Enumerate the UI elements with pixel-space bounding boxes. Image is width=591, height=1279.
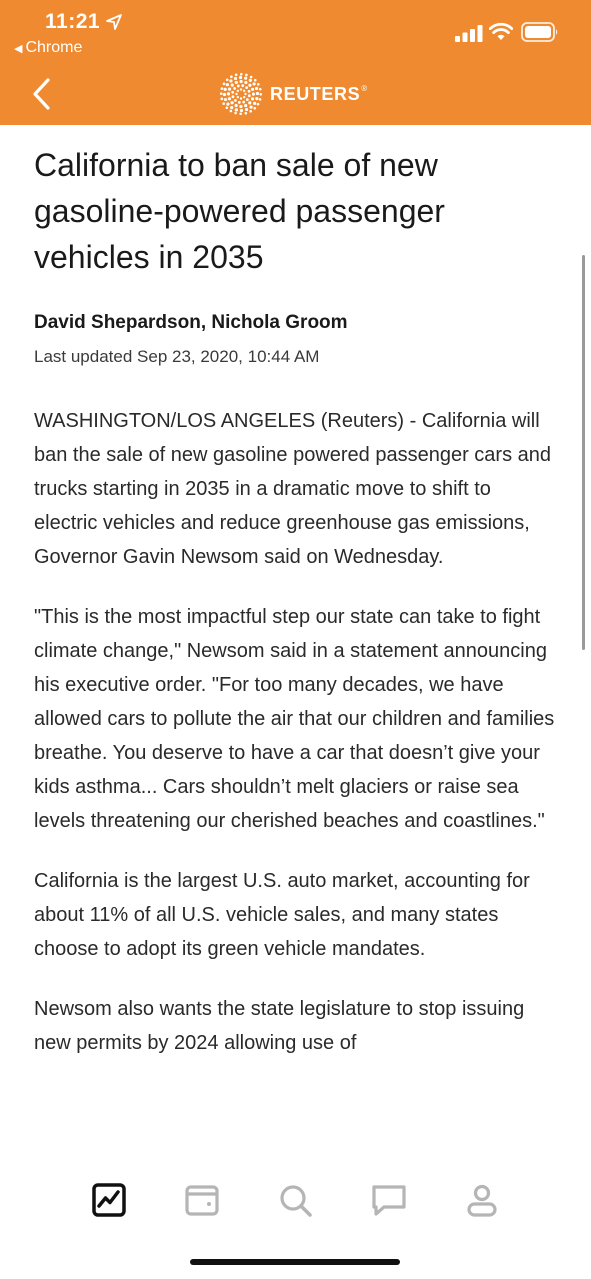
wallet-icon [180,1178,224,1222]
logo-dot [233,87,236,90]
logo-dot [257,83,260,86]
logo-dot [251,97,254,100]
logo-dot [253,107,256,110]
logo-dot [235,108,238,111]
logo-dot [231,91,234,94]
logo-dot [231,101,234,104]
location-arrow-icon [105,13,123,31]
logo-dot [251,88,254,91]
reuters-dots-icon [220,73,262,115]
markets-chart-icon [87,1178,131,1222]
back-app-label: Chrome [25,39,83,56]
logo-dot [240,73,243,76]
logo-dot [234,112,237,115]
logo-dot [260,93,263,96]
logo-dot [245,108,248,111]
back-to-app[interactable] [14,39,82,57]
logo-dot [237,96,239,98]
reuters-logo [220,72,368,116]
logo-dot [226,106,229,109]
signal-icon [455,25,483,42]
status-time: 11:21 [45,10,101,33]
logo-dot [223,83,226,86]
logo-dot [254,79,257,82]
logo-dot [244,81,247,84]
logo-dot [256,92,259,95]
logo-dot [235,74,238,77]
profile-icon [460,1178,504,1222]
logo-dot [240,97,242,99]
brand-registered-mark: ® [361,83,368,93]
article-paragraph: Newsom also wants the state legislature to stop issuing new permits by 2024 allowing use of [34,998,525,1054]
logo-dot [244,77,247,80]
logo-dot [244,93,246,95]
logo-dot [231,84,234,87]
logo-dot [235,81,238,84]
logo-dot [249,79,252,82]
scrollbar[interactable] [582,255,585,650]
logo-dot [249,105,252,108]
brand-name-text: REUTERS [270,83,361,104]
logo-dot [239,105,242,108]
logo-dot [240,109,243,112]
logo-dot [245,74,248,77]
logo-dot [230,106,233,109]
logo-dot [248,101,251,104]
search-icon [273,1178,317,1222]
logo-dot [243,90,245,92]
home-indicator[interactable] [190,1259,400,1265]
logo-dot [252,82,255,85]
logo-dot [253,102,256,105]
logo-dot [259,98,262,101]
chevron-left-icon[interactable] [28,76,56,112]
tab-profile[interactable] [460,1178,504,1222]
logo-dot [232,95,235,98]
back-triangle-icon: ◀ [14,43,23,55]
tab-wallet[interactable] [180,1178,224,1222]
article-byline: David Shepardson, Nichola Groom [34,312,348,333]
logo-dot [250,76,253,79]
logo-dot [222,102,225,105]
logo-dot [237,90,239,92]
tab-search[interactable] [273,1178,317,1222]
logo-dot [235,93,237,95]
article [34,142,559,1060]
wifi-icon [489,22,513,41]
logo-dot [245,86,248,89]
tab-chat[interactable] [367,1178,411,1222]
logo-dot [229,79,232,82]
logo-dot [227,92,230,95]
logo-dot [221,98,224,101]
article-paragraph: WASHINGTON/LOS ANGELES (Reuters) - California will ban the sale of new gasoline powered passenger cars and trucks starting in 2035 in a dramatic move to shift to electric vehicles and reduce greenhouse gas emissions, Governor Gavin Newsom said on Wednesday. [34,410,552,568]
app-header [0,0,591,125]
chat-icon [367,1178,411,1222]
logo-dot [235,104,238,107]
logo-dot [257,103,260,106]
logo-dot [226,83,229,86]
logo-dot [230,75,233,78]
logo-dot [248,90,251,93]
logo-dot [241,84,244,87]
logo-dot [255,87,258,90]
logo-dot [239,80,242,83]
logo-dot [248,94,251,97]
logo-dot [240,88,242,90]
brand-name [270,84,368,105]
logo-dot [223,93,226,96]
logo-dot [243,96,245,98]
article-headline: California to ban sale of new gasoline-powered passenger vehicles in 2035 [34,147,445,275]
logo-dot [242,101,245,104]
logo-dot [245,112,248,115]
logo-dot [255,97,258,100]
logo-dot [234,99,237,102]
logo-dot [224,88,227,91]
logo-dot [237,85,240,88]
battery-icon [521,22,559,42]
logo-dot [252,92,255,95]
logo-dot [226,79,229,82]
article-paragraph: "This is the most impactful step our state can take to fight climate change," Newsom said in a statement announcing his executive order. "For too many decades, we have allowed cars to pollute the air that our children and families breathe. You deserve to have a car that doesn’t give your kids asthma... Cars shouldn’t melt glaciers or raise sea levels threatening our cherished beaches and coastlines." [34,606,555,832]
logo-dot [228,88,231,91]
logo-dot [228,97,231,100]
logo-dot [234,77,237,80]
logo-dot [239,113,242,116]
logo-dot [259,88,262,91]
logo-dot [244,104,247,107]
logo-dot [246,98,249,101]
logo-dot [238,101,241,104]
tab-markets[interactable] [87,1178,131,1222]
logo-dot [220,92,223,95]
logo-dot [224,98,227,101]
logo-dot [221,87,224,90]
article-paragraph: California is the largest U.S. auto market, accounting for about 11% of all U.S. vehicle sales, and many states choose to adopt its green vehicle mandates. [34,870,530,960]
logo-dot [248,84,251,87]
logo-dot [249,110,252,113]
logo-dot [230,110,233,113]
logo-dot [239,76,242,79]
article-updated: Last updated Sep 23, 2020, 10:44 AM [34,347,320,366]
logo-dot [226,102,229,105]
